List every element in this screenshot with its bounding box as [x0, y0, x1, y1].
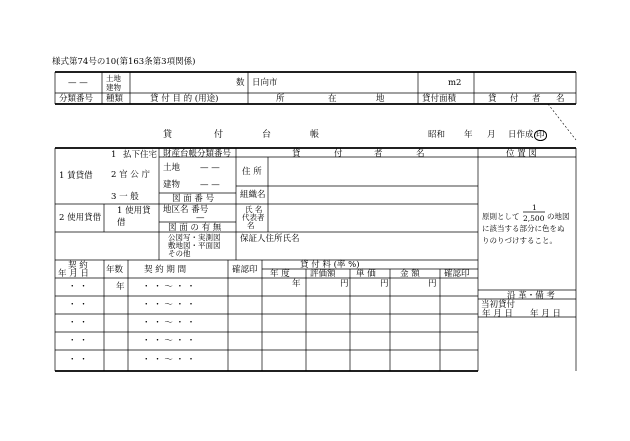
- header-lessee-m2: 者: [532, 94, 541, 104]
- item1-label: 払下住宅: [123, 150, 158, 160]
- row4-period: ・ ・ 〜 ・ ・: [142, 336, 196, 346]
- use-loan-label: 2 使用貸借: [59, 213, 102, 223]
- lessee-header-2: 付: [334, 149, 343, 159]
- row1-fy: 年: [292, 279, 301, 289]
- header-type: 種類: [106, 94, 124, 104]
- property-header: 財産台帳分類番号: [163, 149, 232, 159]
- initial-lease: 当初貸付: [481, 300, 516, 310]
- row5-date: ・ ・: [68, 355, 88, 365]
- building-label: 建物: [163, 180, 181, 190]
- header-location-r: 地: [376, 94, 385, 104]
- row3-period: ・ ・ 〜 ・ ・: [142, 318, 196, 328]
- h-period: 契 約 期 間: [144, 265, 187, 275]
- lessee-header-3: 者: [374, 149, 383, 159]
- building-dash: — —: [200, 180, 220, 190]
- district-label: 地区名 番号: [163, 205, 209, 215]
- use-loan-sub1: 1 使用貸: [117, 206, 151, 216]
- lessee-header-1: 貸: [292, 149, 301, 159]
- row3-date: ・ ・: [68, 318, 88, 328]
- h-fiscal: 年 度: [270, 269, 290, 279]
- row5-period: ・ ・ 〜 ・ ・: [142, 355, 196, 365]
- ledger-title-2: 付: [214, 130, 224, 140]
- row1-amount-yen: 円: [428, 279, 437, 289]
- header-location-l: 所: [276, 94, 285, 104]
- history-date-2: 年 月 日: [530, 309, 561, 319]
- header-lessee-m1: 付: [510, 94, 519, 104]
- area-unit: m2: [448, 78, 462, 88]
- history-date-1: 年 月 日: [482, 309, 513, 319]
- row2-date: ・ ・: [68, 300, 88, 310]
- ledger-title-4: 帳: [310, 130, 320, 140]
- district-dash: —: [196, 213, 205, 223]
- h-fee: 貸 付 料 (率 %): [300, 260, 360, 270]
- docs-line-1: 公図写・実測図: [168, 233, 221, 242]
- row1-unit-yen: 円: [380, 279, 389, 289]
- name-label-1: 氏 名: [245, 205, 263, 214]
- docs-line-2: 敷地図・平面図: [168, 241, 221, 250]
- name-label-2: 代表者: [242, 213, 265, 222]
- land-dash: — —: [200, 163, 220, 173]
- date-year: 年: [464, 130, 473, 140]
- map-text-1: の地図: [547, 212, 570, 221]
- row1-period: ・ ・ 〜 ・ ・: [142, 282, 196, 292]
- city-value: 日向市: [252, 78, 278, 88]
- use-loan-sub2: 借: [117, 218, 126, 228]
- h-contract-2: 年 月 日: [58, 269, 89, 279]
- row4-date: ・ ・: [68, 336, 88, 346]
- docs-line-3: その他: [168, 249, 191, 258]
- form-title: 様式第74号の10(第163条第3項関係): [52, 57, 196, 67]
- item3-label: 3 一 般: [111, 192, 139, 202]
- loan-label: 1 賃貸借: [59, 171, 93, 181]
- header-lessee-r: 名: [556, 94, 565, 104]
- h-seal2: 確認印: [444, 269, 470, 279]
- item2-label: 2 官 公 庁: [111, 170, 151, 180]
- seal-mark: 印: [536, 130, 545, 140]
- row1-date: ・ ・: [68, 282, 88, 292]
- fraction-numerator: 1: [532, 203, 537, 212]
- h-value: 評価額: [310, 269, 336, 279]
- map-text-3: に該当する部分に色をぬ: [482, 224, 565, 233]
- drawing-no-label: 図 面 番 号: [172, 194, 215, 204]
- h-seal: 確認印: [232, 265, 258, 275]
- row2-period: ・ ・ 〜 ・ ・: [142, 300, 196, 310]
- header-lessee-l: 貸: [488, 94, 497, 104]
- item1-prefix: 1: [111, 150, 117, 160]
- map-text-4: りのりづけすること。: [482, 236, 557, 245]
- lessee-header-4: 名: [416, 149, 425, 159]
- date-month: 月: [487, 130, 496, 140]
- land-label: 土地: [163, 163, 181, 173]
- map-text-2: 原則として: [482, 212, 520, 221]
- header-area: 貸付面積: [422, 94, 457, 104]
- date-prefix: 昭和: [428, 130, 446, 140]
- name-label-3: 名: [247, 221, 255, 230]
- h-unit: 単 価: [356, 269, 376, 279]
- drawing-exist-label: 図 面 の 有 無: [168, 223, 222, 233]
- row1-value-yen: 円: [340, 279, 349, 289]
- top-dash: — —: [68, 78, 88, 88]
- history-header: 沿 革・備 考: [507, 291, 555, 301]
- land-building-label: 土地 建物: [106, 74, 121, 92]
- ledger-title-3: 台: [262, 130, 272, 140]
- h-contract-1: 契 約: [68, 261, 88, 271]
- row1-year: 年: [116, 282, 125, 292]
- guarantor-label: 保証人住所氏名: [240, 234, 300, 244]
- header-classification-no: 分類番号: [59, 94, 94, 104]
- address-label: 住 所: [242, 167, 262, 177]
- date-created: 日作成: [508, 130, 534, 140]
- fraction-denominator: 2,500: [523, 214, 545, 223]
- location-map-header: 位 置 図: [506, 149, 537, 159]
- header-purpose: 貸 付 目 的 (用途): [150, 94, 219, 104]
- header-location-m: 在: [328, 94, 337, 104]
- ledger-title-1: 貸: [163, 130, 173, 140]
- h-years: 年数: [106, 265, 124, 275]
- org-name-label: 組織名: [240, 190, 266, 200]
- count-unit: 数: [236, 78, 245, 88]
- h-amount: 金 額: [400, 269, 420, 279]
